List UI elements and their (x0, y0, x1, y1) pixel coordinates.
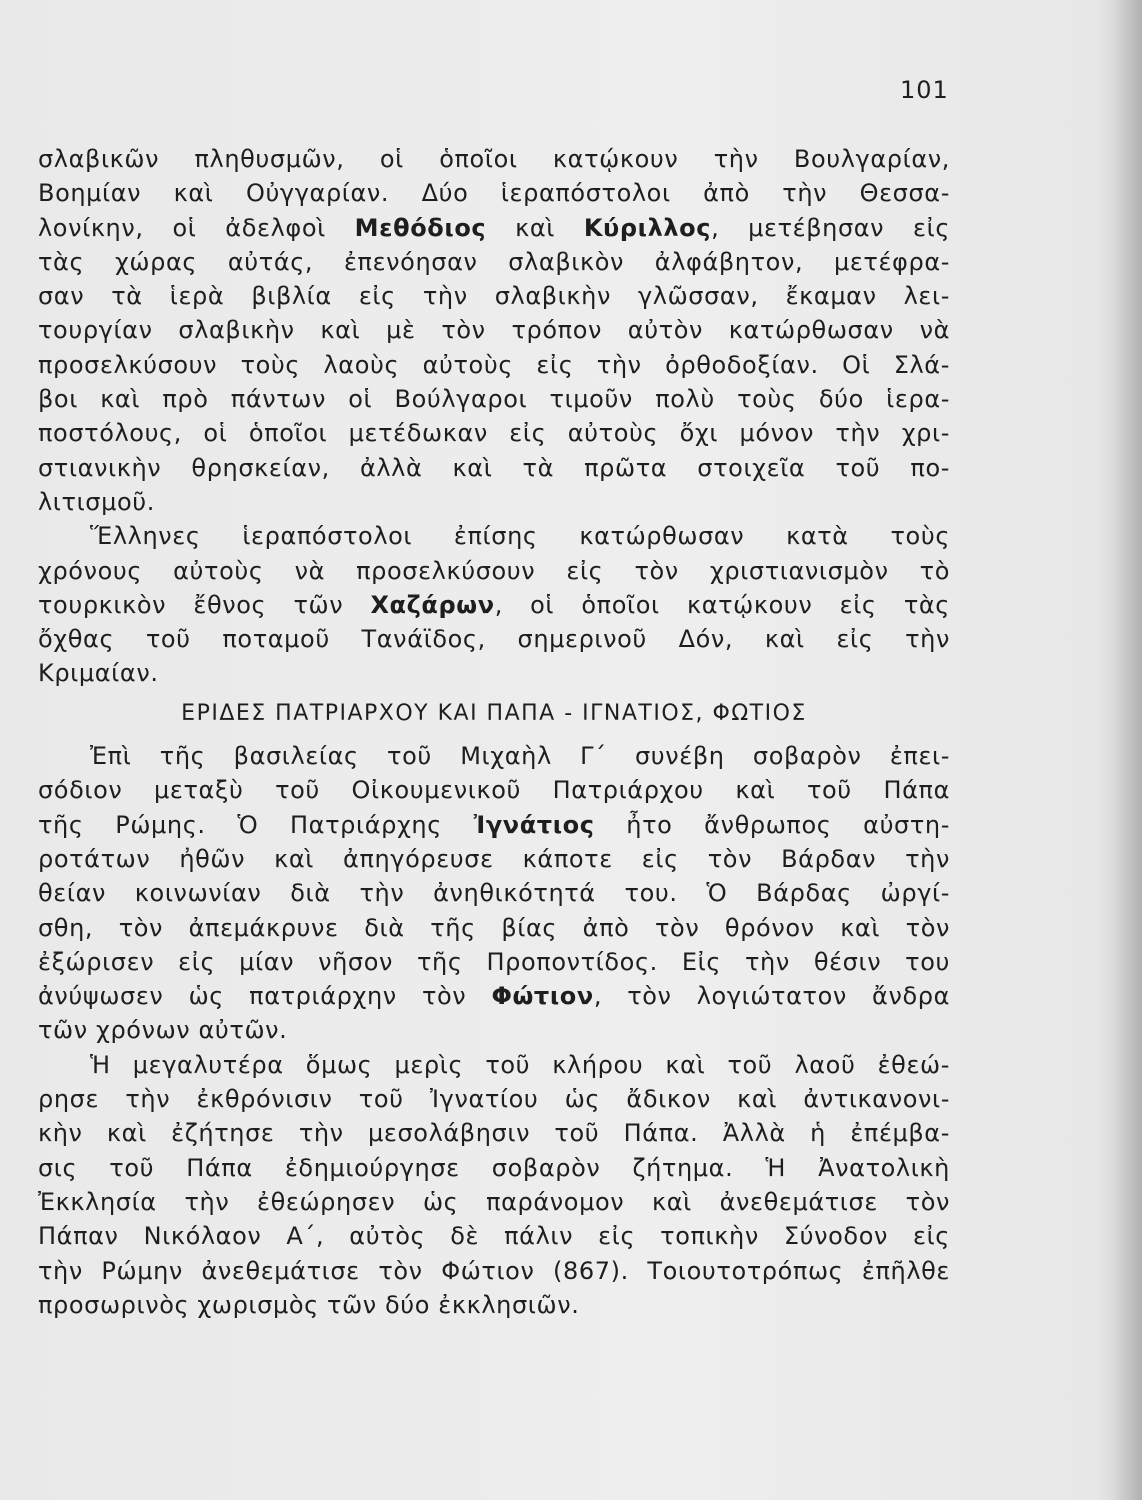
paragraph-khazars (38, 519, 950, 690)
text-line (38, 808, 950, 842)
text-segment: , οἱ ὁποῖοι κατῴκουν εἰς τὰς (494, 590, 950, 619)
text-line (38, 588, 950, 622)
text-line: τῶν χρόνων αὐτῶν. (38, 1016, 288, 1045)
text-line: ἐξώρισεν εἰς μίαν νῆσον τῆς Προποντίδος. Εἰς τὴν θέσιν του (38, 947, 950, 976)
text-line: Πάπαν Νικόλαον Α΄, αὐτὸς δὲ πάλιν εἰς τοπικὴν Σύνοδον εἰς (38, 1222, 950, 1251)
text-segment: , μετέβησαν εἰς (711, 213, 951, 242)
text-line: σαν τὰ ἱερὰ βιβλία εἰς τὴν σλαβικὴν γλῶσσαν, ἔκαμαν λει- (38, 282, 950, 311)
text-line: στιανικὴν θρησκείαν, ἀλλὰ καὶ τὰ πρῶτα στοιχεῖα τοῦ πο- (38, 453, 950, 482)
text-line: Βοημίαν καὶ Οὐγγαρίαν. Δύο ἱεραπόστολοι ἀπὸ τὴν Θεσσα- (38, 179, 950, 208)
text-line: Ἐκκλησία τὴν ἐθεώρησεν ὡς παράνομον καὶ ἀνεθεμάτισε τὸν (38, 1187, 950, 1216)
paragraph-slavic-missionaries (38, 142, 950, 519)
text-line: βοι καὶ πρὸ πάντων οἱ Βούλγαροι τιμοῦν πολὺ τοὺς δύο ἱερα- (38, 385, 950, 414)
text-line: χρόνους αὐτοὺς νὰ προσελκύσουν εἰς τὸν χριστιανισμὸν τὸ (38, 556, 950, 585)
text-line: ρησε τὴν ἐκθρόνισιν τοῦ Ἰγνατίου ὡς ἄδικον καὶ ἀντικανονι- (38, 1085, 950, 1114)
name-kyrillos: Κύριλλος (583, 213, 712, 242)
page-edge-shadow (1112, 0, 1142, 1500)
text-segment: ἦτο ἄνθρωπος αὐστη- (594, 810, 950, 839)
text-segment: λονίκην, οἱ ἀδελφοὶ (38, 213, 355, 242)
text-line (38, 979, 950, 1013)
text-line: Ἡ μεγαλυτέρα ὅμως μερὶς τοῦ κλήρου καὶ τοῦ λαοῦ ἐθεώ- (90, 1050, 950, 1079)
text-segment: τῆς Ρώμης. Ὁ Πατριάρχης (38, 810, 474, 839)
section-heading: ΕΡΙΔΕΣ ΠΑΤΡΙΑΡΧΟΥ ΚΑΙ ΠΑΠΑ - ΙΓΝΑΤΙΟΣ, ΦΩΤΙΟΣ (181, 700, 807, 726)
text-segment: τουρκικὸν ἔθνος τῶν (38, 590, 371, 619)
text-line: προσελκύσουν τοὺς λαοὺς αὐτοὺς εἰς τὴν ὀρθοδοξίαν. Οἱ Σλά- (38, 350, 950, 379)
text-segment: , τὸν λογιώτατον ἄνδρα (593, 982, 950, 1011)
body-text (38, 142, 950, 1322)
text-line: σις τοῦ Πάπα ἐδημιούργησε σοβαρὸν ζήτημα. Ἡ Ἀνατολικὴ (38, 1153, 950, 1182)
text-line: τουργίαν σλαβικὴν καὶ μὲ τὸν τρόπον αὐτὸν κατώρθωσαν νὰ (38, 316, 950, 345)
text-segment: καὶ (486, 213, 584, 242)
text-line: λιτισμοῦ. (38, 487, 155, 516)
name-ignatios: Ἰγνάτιος (473, 810, 595, 839)
page-number: 101 (900, 76, 949, 104)
text-line (38, 211, 950, 245)
text-line: προσωρινὸς χωρισμὸς τῶν δύο ἐκκλησιῶν. (38, 1290, 580, 1319)
text-line: ροτάτων ἠθῶν καὶ ἀπηγόρευσε κάποτε εἰς τὸν Βάρδαν τὴν (38, 844, 950, 873)
text-line: τὰς χώρας αὐτάς, ἐπενόησαν σλαβικὸν ἀλφάβητον, μετέφρα- (38, 247, 950, 276)
text-line: Ἕλληνες ἱεραπόστολοι ἐπίσης κατώρθωσαν κατὰ τοὺς (90, 522, 950, 551)
name-methodios: Μεθόδιος (354, 213, 487, 242)
text-line: Κριμαίαν. (38, 659, 159, 688)
text-line: ὄχθας τοῦ ποταμοῦ Τανάϊδος, σημερινοῦ Δόν, καὶ εἰς τὴν (38, 625, 950, 654)
text-line: θείαν κοινωνίαν διὰ τὴν ἀνηθικότητά του. Ὁ Βάρδας ὠργί- (38, 879, 950, 908)
text-line: σθη, τὸν ἀπεμάκρυνε διὰ τῆς βίας ἀπὸ τὸν θρόνον καὶ τὸν (38, 913, 950, 942)
text-line: τὴν Ρώμην ἀνεθεμάτισε τὸν Φώτιον (867). Τοιουτοτρόπως ἐπῆλθε (38, 1256, 950, 1285)
name-khazars: Χαζάρων (370, 590, 495, 619)
text-line: σόδιον μεταξὺ τοῦ Οἰκουμενικοῦ Πατριάρχου καὶ τοῦ Πάπα (38, 776, 950, 805)
text-line: σλαβικῶν πληθυσμῶν, οἱ ὁποῖοι κατῴκουν τὴν Βουλγαρίαν, (38, 145, 950, 173)
text-line: Ἐπὶ τῆς βασιλείας τοῦ Μιχαὴλ Γ΄ συνέβη σοβαρὸν ἐπει- (90, 742, 950, 771)
name-photios: Φώτιον (491, 982, 594, 1011)
paragraph-schism (38, 1048, 950, 1322)
text-segment: ἀνύψωσεν ὡς πατριάρχην τὸν (38, 982, 492, 1011)
text-line: κὴν καὶ ἐζήτησε τὴν μεσολάβησιν τοῦ Πάπα. Ἀλλὰ ἡ ἐπέμβα- (38, 1119, 950, 1148)
text-line: ποστόλους, οἱ ὁποῖοι μετέδωκαν εἰς αὐτοὺς ὄχι μόνον τὴν χρι- (38, 419, 950, 448)
paragraph-ignatios-photios (38, 739, 950, 1048)
